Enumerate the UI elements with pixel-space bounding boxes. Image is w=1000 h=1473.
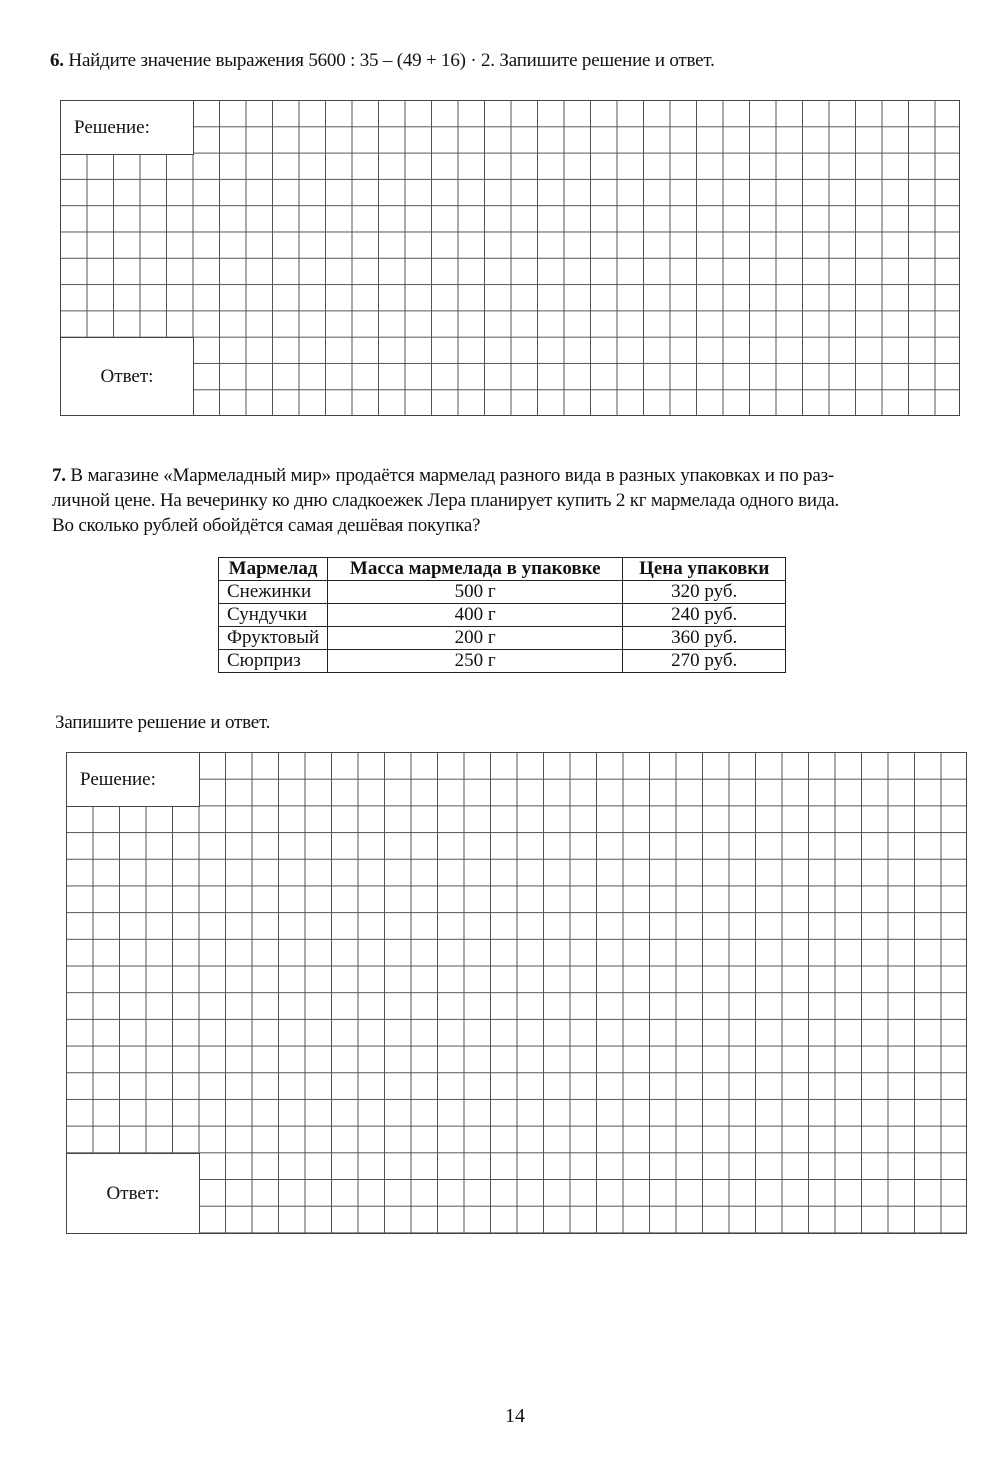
cell-mass: 250 г (328, 650, 623, 673)
cell-mass: 200 г (328, 627, 623, 650)
cell-type: Снежинки (219, 581, 328, 604)
task-7-instruction: Запишите решение и ответ. (55, 712, 271, 733)
cell-type: Фруктовый (219, 627, 328, 650)
col-header-price: Цена упаковки (623, 558, 786, 581)
task-7-solution-label-box (67, 753, 200, 807)
task-7-answer-label-box (67, 1153, 200, 1233)
table-row (219, 581, 786, 604)
cell-price: 320 руб. (623, 581, 786, 604)
col-header-mass: Масса мармелада в упаковке (328, 558, 623, 581)
cell-type: Сюрприз (219, 650, 328, 673)
task-7-text-line-2: личной цене. На вечеринку ко дню сладкоежек Лера планирует купить 2 кг мармелада одного вида. (52, 490, 840, 511)
cell-mass: 500 г (328, 581, 623, 604)
cell-mass: 400 г (328, 604, 623, 627)
col-header-type: Мармелад (219, 558, 328, 581)
task-6-solution-label-box (61, 101, 194, 155)
task-6-number: 6. (50, 50, 64, 71)
task-6-text: Найдите значение выражения 5600 : 35 – (49 + 16) · 2. Запишите решение и ответ. (68, 50, 715, 71)
task-7-text-line-1: В магазине «Мармеладный мир» продаётся мармелад разного вида в разных упаковках и по раз- (70, 465, 835, 486)
task-6-answer-grid[interactable] (60, 100, 960, 416)
page-number: 14 (505, 1405, 525, 1427)
task-6-solution-label: Решение: (74, 116, 150, 138)
task-6-answer-label-box (61, 337, 194, 415)
task-6-answer-label: Ответ: (100, 365, 154, 387)
task-7-prompt (52, 463, 967, 538)
cell-price: 360 руб. (623, 627, 786, 650)
table-header-row (219, 558, 786, 581)
cell-price: 240 руб. (623, 604, 786, 627)
table-row (219, 604, 786, 627)
task-7-solution-label: Решение: (80, 768, 156, 790)
task-7-number: 7. (52, 465, 66, 486)
task-7-answer-grid[interactable] (66, 752, 967, 1234)
table-row (219, 627, 786, 650)
task-6-prompt (50, 48, 715, 73)
cell-price: 270 руб. (623, 650, 786, 673)
table-row (219, 650, 786, 673)
marmalade-table (218, 557, 786, 673)
task-7-answer-label: Ответ: (106, 1182, 160, 1204)
cell-type: Сундучки (219, 604, 328, 627)
task-7-text-line-3: Во сколько рублей обойдётся самая дешёвая покупка? (52, 515, 481, 536)
